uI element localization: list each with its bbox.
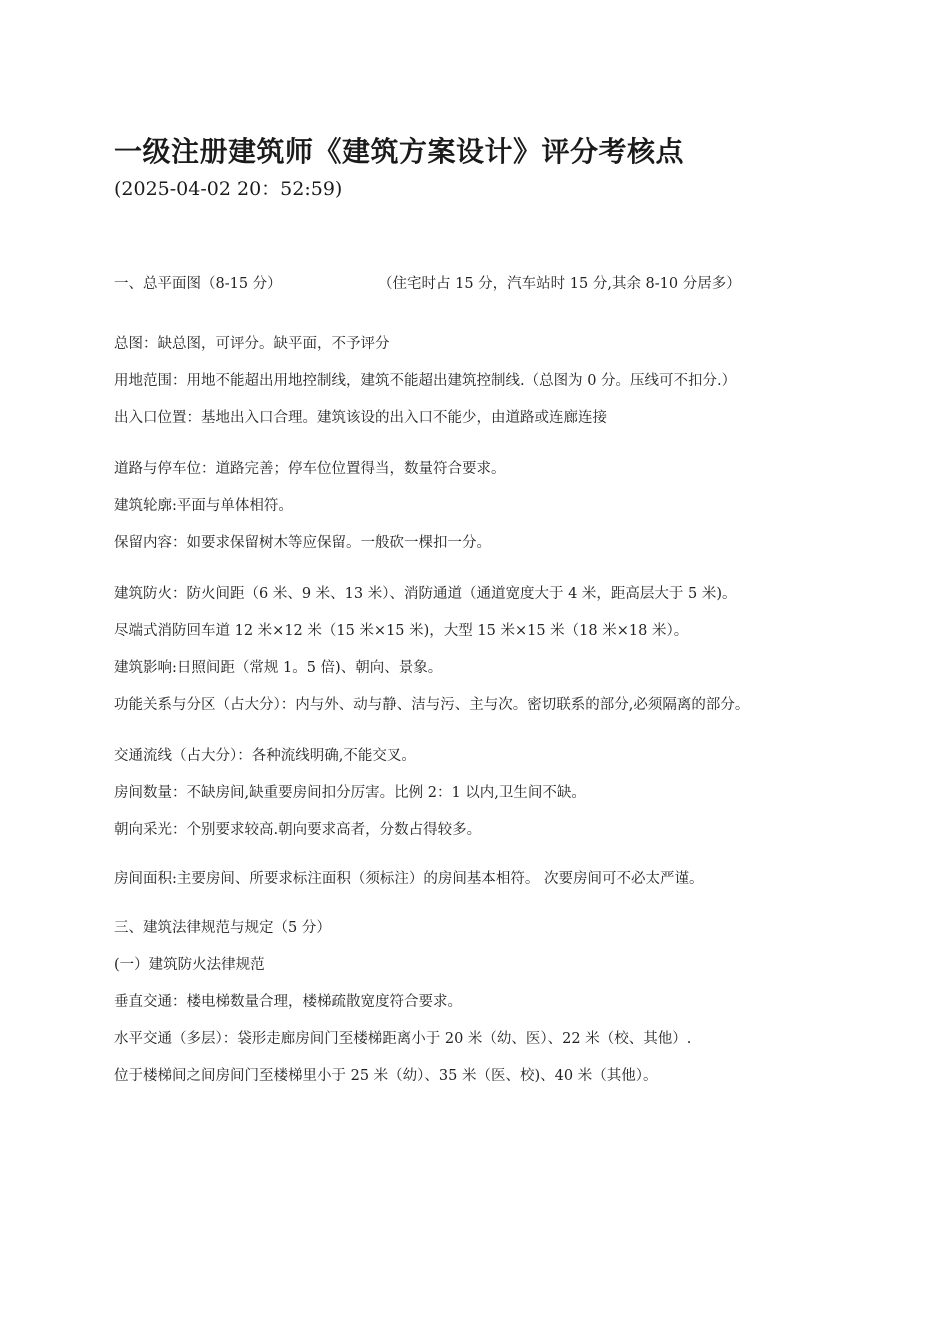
paragraph-turnaround: 尽端式消防回车道 12 米×12 米（15 米×15 米)，大型 15 米×15 米（18 米×18 米）。 [114,623,689,639]
paragraph-circulation: 交通流线（占大分）：各种流线明确,不能交叉。 [114,748,416,764]
paragraph-room-area: 房间面积:主要房间、所要求标注面积（须标注）的房间基本相符。 次要房间可不必太严谨。 [114,871,704,887]
section-heading-site-plan [114,272,844,296]
paragraph-building-impact: 建筑影响:日照间距（常规 1。5 倍)、朝向、景象。 [114,660,443,676]
section-heading-text: 一、总平面图（8-15 分） [114,276,282,292]
paragraph-preserved-content: 保留内容：如要求保留树木等应保留。一般砍一棵扣一分。 [114,535,491,551]
paragraph-building-outline: 建筑轮廓:平面与单体相符。 [114,498,293,514]
paragraph-stair-distance: 位于楼梯间之间房间门至楼梯里小于 25 米（幼）、35 米（医、校)、40 米（其他）。 [114,1068,658,1084]
document-title: 一级注册建筑师《建筑方案设计》评分考核点 [114,135,685,168]
paragraph-entrances: 出入口位置：基地出入口合理。建筑该设的出入口不能少，由道路或连廊连接 [114,410,607,426]
paragraph-functional-zoning: 功能关系与分区（占大分）：内与外、动与静、洁与污、主与次。密切联系的部分,必须隔离的部分。 [114,697,750,713]
paragraph-horizontal-circulation: 水平交通（多层）：袋形走廊房间门至楼梯距离小于 20 米（幼、医）、22 米（校、其他）. [114,1031,692,1047]
paragraph-spacer [114,849,836,861]
paragraph-site-plan: 总图：缺总图，可评分。缺平面，不予评分 [114,336,390,352]
section-heading-note: （住宅时占 15 分，汽车站时 15 分,其余 8-10 分居多） [378,276,741,292]
paragraph-land-boundary: 用地范围：用地不能超出用地控制线，建筑不能超出建筑控制线.（总图为 0 分。压线可不扣分.） [114,373,737,389]
paragraph-orientation-daylight: 朝向采光：个别要求较高.朝向要求高者，分数占得较多。 [114,822,482,838]
paragraph-spacer [114,562,836,576]
paragraph-vertical-circulation: 垂直交通：楼电梯数量合理，楼梯疏散宽度符合要求。 [114,994,462,1010]
paragraph-spacer [114,724,836,738]
paragraph-fire-protection: 建筑防火：防火间距（6 米、9 米、13 米）、消防通道（通道宽度大于 4 米，距高层大于 5 米)。 [114,586,737,602]
section-heading-regulations: 三、建筑法律规范与规定（5 分） [114,920,331,936]
document-body [114,326,836,1095]
paragraph-spacer [114,898,836,910]
subsection-heading-fire-regulations: (一）建筑防火法律规范 [114,957,265,973]
paragraph-roads-parking: 道路与停车位：道路完善；停车位位置得当，数量符合要求。 [114,461,506,477]
document-timestamp: (2025-04-02 20：52:59) [114,178,343,200]
paragraph-room-count: 房间数量：不缺房间,缺重要房间扣分厉害。比例 2：1 以内,卫生间不缺。 [114,785,586,801]
paragraph-spacer [114,437,836,451]
